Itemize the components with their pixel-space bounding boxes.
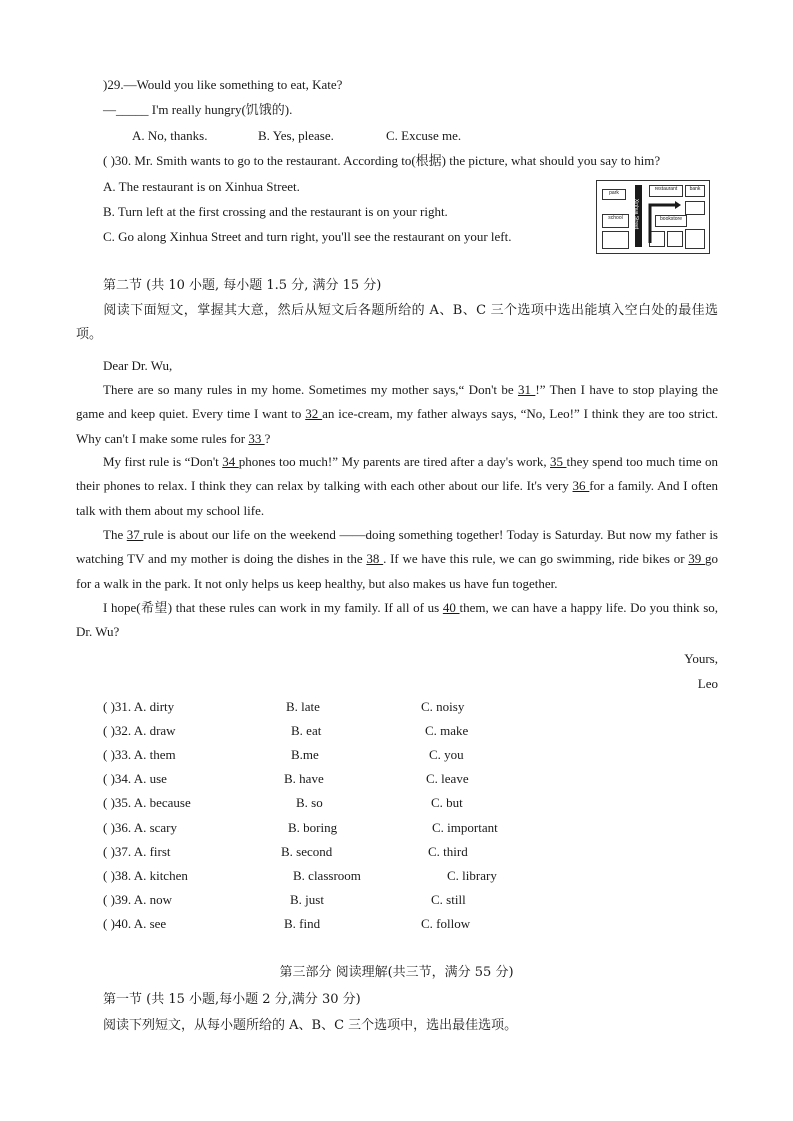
option-row-q: ( )32. A. draw bbox=[103, 723, 176, 738]
option-row-b: B. late bbox=[286, 699, 320, 714]
option-row-b: B. so bbox=[296, 795, 323, 810]
option-row-b: B.me bbox=[291, 747, 319, 762]
q29-option-c: C. Excuse me. bbox=[386, 128, 462, 143]
section2-instruction: 阅读下面短文，掌握其大意，然后从短文后各题所给的 A、B、C 三个选项中选出能填入空白处的最佳选项。 bbox=[76, 303, 718, 343]
option-row-q: ( )31. A. dirty bbox=[103, 699, 175, 714]
option-row-b: B. eat bbox=[291, 723, 322, 738]
option-row-q: ( )34. A. use bbox=[103, 771, 167, 786]
option-row-q: ( )39. A. now bbox=[103, 892, 172, 907]
option-row-c: C. important bbox=[432, 820, 498, 835]
map-bookstore: bookstore bbox=[655, 215, 687, 227]
option-row-q: ( )40. A. see bbox=[103, 916, 167, 931]
blank-38: 38 bbox=[366, 551, 384, 567]
q29-option-a: A. No, thanks. bbox=[132, 128, 208, 143]
letter-paragraph-2: My first rule is “Don't 34 phones too much!” My parents are tired after a day's work, 35 they spend too much time on their phones to relax. I think they can relax by talking with each other about our life. It's very 36 for a family. And I often talk with them about my school life. bbox=[76, 454, 719, 518]
letter-closing: Yours, bbox=[684, 651, 718, 666]
map-arrow-icon bbox=[597, 181, 709, 253]
option-row-q: ( )38. A. kitchen bbox=[103, 868, 188, 883]
blank-35: 35 bbox=[550, 454, 567, 469]
map-restaurant: restaurant bbox=[649, 185, 683, 197]
option-row-c: C. third bbox=[428, 844, 468, 859]
street-map-picture bbox=[596, 180, 710, 254]
q30-stem: ( )30. Mr. Smith wants to go to the restaurant. According to(根据) the picture, what should you say to him? bbox=[103, 153, 661, 168]
option-row-c: C. make bbox=[425, 723, 469, 738]
blank-32: 32 bbox=[305, 406, 323, 422]
blank-31: 31 bbox=[518, 382, 536, 397]
section2-heading: 第二节 (共 10 小题, 每小题 1.5 分, 满分 15 分) bbox=[103, 278, 382, 293]
option-row-b: B. boring bbox=[288, 820, 338, 835]
option-row-b: B. second bbox=[281, 844, 333, 859]
part3-subheading: 第一节 (共 15 小题,每小题 2 分,满分 30 分) bbox=[103, 992, 361, 1007]
q30-option-b: B. Turn left at the first crossing and the restaurant is on your right. bbox=[103, 204, 448, 219]
blank-37: 37 bbox=[126, 527, 144, 542]
blank-34: 34 bbox=[222, 454, 239, 469]
map-park: park bbox=[602, 189, 626, 200]
option-row-b: B. classroom bbox=[293, 868, 361, 883]
option-row-q: ( )37. A. first bbox=[103, 844, 171, 859]
option-row-b: B. have bbox=[284, 771, 324, 786]
option-row-c: C. you bbox=[429, 747, 464, 762]
blank-33: 33 bbox=[248, 430, 265, 446]
letter-paragraph-1: There are so many rules in my home. Sometimes my mother says,“ Don't be 31 !” Then I have to stop playing the game and keep quiet. Every time I want to 32 an ice-cream, my father always says, “No, Leo!” I think they are too strict. Why can't I make some rules for 33 ? bbox=[76, 382, 718, 446]
q29-stem: )29.—Would you like something to eat, Kate? bbox=[103, 77, 343, 92]
q30-option-c: C. Go along Xinhua Street and turn right, you'll see the restaurant on your left. bbox=[103, 229, 512, 244]
map-xinhua-street: Xinhua Street bbox=[635, 185, 642, 247]
option-row-q: ( )33. A. them bbox=[103, 747, 176, 762]
option-row-c: C. library bbox=[447, 868, 497, 883]
letter-signature: Leo bbox=[697, 676, 718, 691]
option-row-c: C. but bbox=[431, 795, 463, 810]
letter-paragraph-3: The 37 rule is about our life on the weekend ——doing something together! Today is Saturday. But now my father is watching TV and my mother is doing the dishes in the 38 . If we have this rule, we can go swimming, ride bikes or 39 go for a walk in the park. It not only helps us keep healthy, but also makes us have fun together. bbox=[76, 527, 719, 591]
part3-heading: 第三部分 阅读理解(共三节，满分 55 分) bbox=[279, 965, 514, 980]
blank-39: 39 bbox=[688, 551, 706, 567]
letter-paragraph-4: I hope(希望) that these rules can work in my family. If all of us 40 them, we can have a happy life. Do you think so, Dr. Wu? bbox=[76, 600, 719, 640]
map-school: school bbox=[602, 214, 629, 228]
option-row-b: B. just bbox=[290, 892, 324, 907]
option-row-q: ( )36. A. scary bbox=[103, 820, 178, 835]
q30-option-a: A. The restaurant is on Xinhua Street. bbox=[103, 179, 300, 194]
letter-greeting: Dear Dr. Wu, bbox=[103, 358, 173, 373]
blank-40: 40 bbox=[442, 600, 460, 615]
q29-option-b: B. Yes, please. bbox=[258, 128, 334, 143]
option-row-c: C. follow bbox=[421, 916, 471, 931]
option-row-c: C. still bbox=[431, 892, 466, 907]
option-row-c: C. leave bbox=[426, 771, 469, 786]
option-row-q: ( )35. A. because bbox=[103, 795, 191, 810]
blank-36: 36 bbox=[572, 478, 590, 494]
map-bank: bank bbox=[685, 185, 705, 197]
option-row-b: B. find bbox=[284, 916, 321, 931]
q29-reply: —_____ I'm really hungry(饥饿的). bbox=[103, 102, 293, 117]
part3-instruction: 阅读下列短文，从每小题所给的 A、B、C 三个选项中，选出最佳选项。 bbox=[103, 1018, 518, 1033]
option-row-c: C. noisy bbox=[421, 699, 465, 714]
